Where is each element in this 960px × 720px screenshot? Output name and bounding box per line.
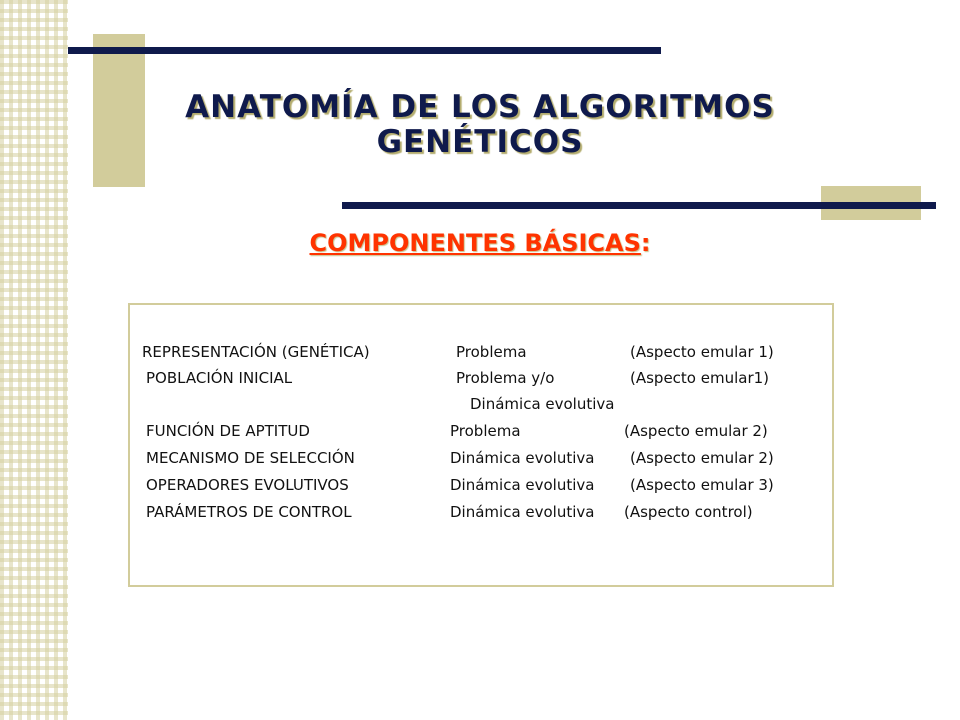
subtitle-text: COMPONENTES BÁSICAS	[309, 229, 641, 257]
component-name: PARÁMETROS DE CONTROL	[146, 503, 352, 521]
slide-title-line2: GENÉTICOS	[376, 124, 584, 160]
component-aspect: (Aspecto emular 2)	[624, 422, 768, 440]
component-type: Dinámica evolutiva	[450, 503, 595, 521]
component-type: Problema	[450, 422, 521, 440]
slide-title	[130, 90, 830, 160]
component-name: FUNCIÓN DE APTITUD	[146, 422, 310, 440]
component-name: POBLACIÓN INICIAL	[146, 369, 293, 387]
component-aspect: (Aspecto emular 3)	[630, 476, 774, 494]
decorative-rule-right	[342, 202, 936, 209]
component-name: MECANISMO DE SELECCIÓN	[146, 449, 355, 467]
component-name: REPRESENTACIÓN (GENÉTICA)	[142, 343, 370, 361]
subtitle-suffix: :	[640, 229, 651, 257]
component-row	[130, 503, 832, 525]
component-row	[130, 422, 832, 444]
component-row	[130, 369, 832, 391]
component-type: Dinámica evolutiva	[450, 449, 595, 467]
component-row	[130, 343, 832, 365]
component-type: Problema	[456, 343, 527, 361]
component-aspect: (Aspecto emular1)	[630, 369, 770, 387]
component-aspect: (Aspecto emular 2)	[630, 449, 774, 467]
component-aspect: (Aspecto control)	[624, 503, 753, 521]
decorative-rule-top	[68, 47, 661, 54]
left-decorative-strip	[0, 0, 68, 720]
slide-subtitle	[200, 228, 760, 258]
components-box	[128, 303, 834, 587]
component-name: OPERADORES EVOLUTIVOS	[146, 476, 349, 494]
component-row-continuation	[130, 395, 832, 417]
component-aspect: (Aspecto emular 1)	[630, 343, 774, 361]
component-row	[130, 449, 832, 471]
component-type: Problema y/o	[456, 369, 555, 387]
component-type-continuation: Dinámica evolutiva	[470, 395, 615, 413]
component-type: Dinámica evolutiva	[450, 476, 595, 494]
component-row	[130, 476, 832, 498]
slide-title-line1: ANATOMÍA DE LOS ALGORITMOS	[185, 89, 775, 125]
